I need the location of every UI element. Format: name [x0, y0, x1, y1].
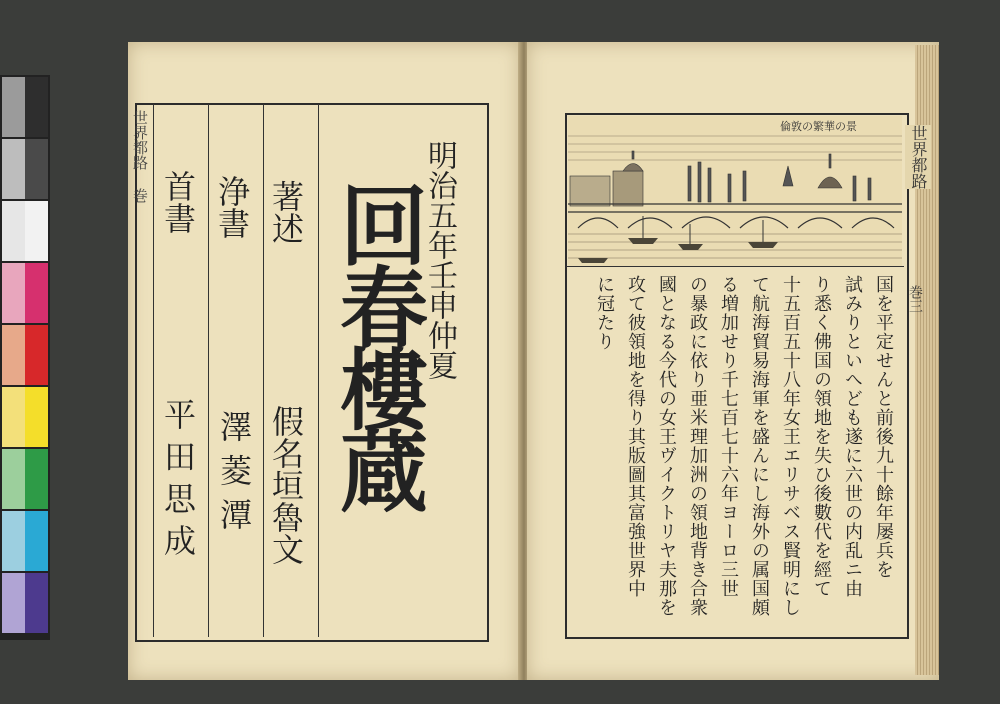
date-line: 明治五年壬申仲夏: [422, 140, 457, 380]
color-swatch: [2, 511, 25, 571]
author-name: 假名垣魯文: [267, 405, 305, 565]
column-rule: [318, 104, 319, 637]
left-side-title: 世界都路 巻: [131, 110, 149, 203]
color-swatch: [25, 449, 48, 509]
author-role: 著述: [267, 180, 305, 244]
body-text-column: る増加せり千七百七十六年ヨーロ三世: [718, 275, 739, 598]
color-calibration-strip: [0, 75, 50, 640]
color-swatch: [2, 325, 25, 385]
column-rule: [208, 104, 209, 637]
copyist-name: 澤菱潭: [215, 410, 253, 542]
body-text-column: 試みりといへども遂に六世の内乱ニ由: [842, 275, 863, 598]
color-swatch: [25, 573, 48, 633]
body-text-column: 國となる今代の女王ヴイクトリヤ夫那を: [656, 275, 677, 617]
body-text-column: の暴政に依り亜米理加洲の領地背き合衆: [687, 275, 708, 617]
illustrator-name: 平田思成: [159, 398, 197, 566]
right-side-title: 世界都路: [905, 125, 931, 189]
color-swatch: [25, 77, 48, 137]
color-swatch: [2, 139, 25, 199]
color-swatch: [25, 263, 48, 323]
color-swatch: [2, 263, 25, 323]
color-swatch: [25, 325, 48, 385]
color-swatch: [2, 449, 25, 509]
right-side-volume: 巻三: [907, 285, 923, 313]
body-text-column: 十五百五十八年女王エリサベス賢明にし: [780, 275, 801, 617]
column-rule: [263, 104, 264, 637]
illustrator-role: 首書: [159, 170, 197, 234]
color-swatch: [25, 201, 48, 261]
color-swatch: [25, 139, 48, 199]
illustration-divider: [566, 266, 904, 267]
body-text-column: 国を平定せんと前後九十餘年屡兵を: [873, 275, 894, 579]
color-swatch: [25, 387, 48, 447]
body-text-column: 攻て彼領地を得り其版圖其富強世界中: [625, 275, 646, 598]
illustration-caption: 倫敦の繁華の景: [780, 120, 857, 133]
color-swatch: [2, 387, 25, 447]
publisher-name: 回春樓蔵: [326, 180, 430, 508]
column-rule: [153, 104, 154, 637]
body-text-column: に冠たり: [594, 275, 615, 351]
copyist-role: 浄書: [213, 175, 251, 239]
color-swatch: [2, 573, 25, 633]
body-text-column: り悉く佛国の領地を失ひ後數代を經て: [811, 275, 832, 598]
color-swatch: [25, 511, 48, 571]
color-swatch: [2, 77, 25, 137]
color-swatch: [2, 201, 25, 261]
london-bridge-illustration: [568, 116, 902, 266]
body-text-column: て航海貿易海軍を盛んにし海外の属国頗: [749, 275, 770, 617]
